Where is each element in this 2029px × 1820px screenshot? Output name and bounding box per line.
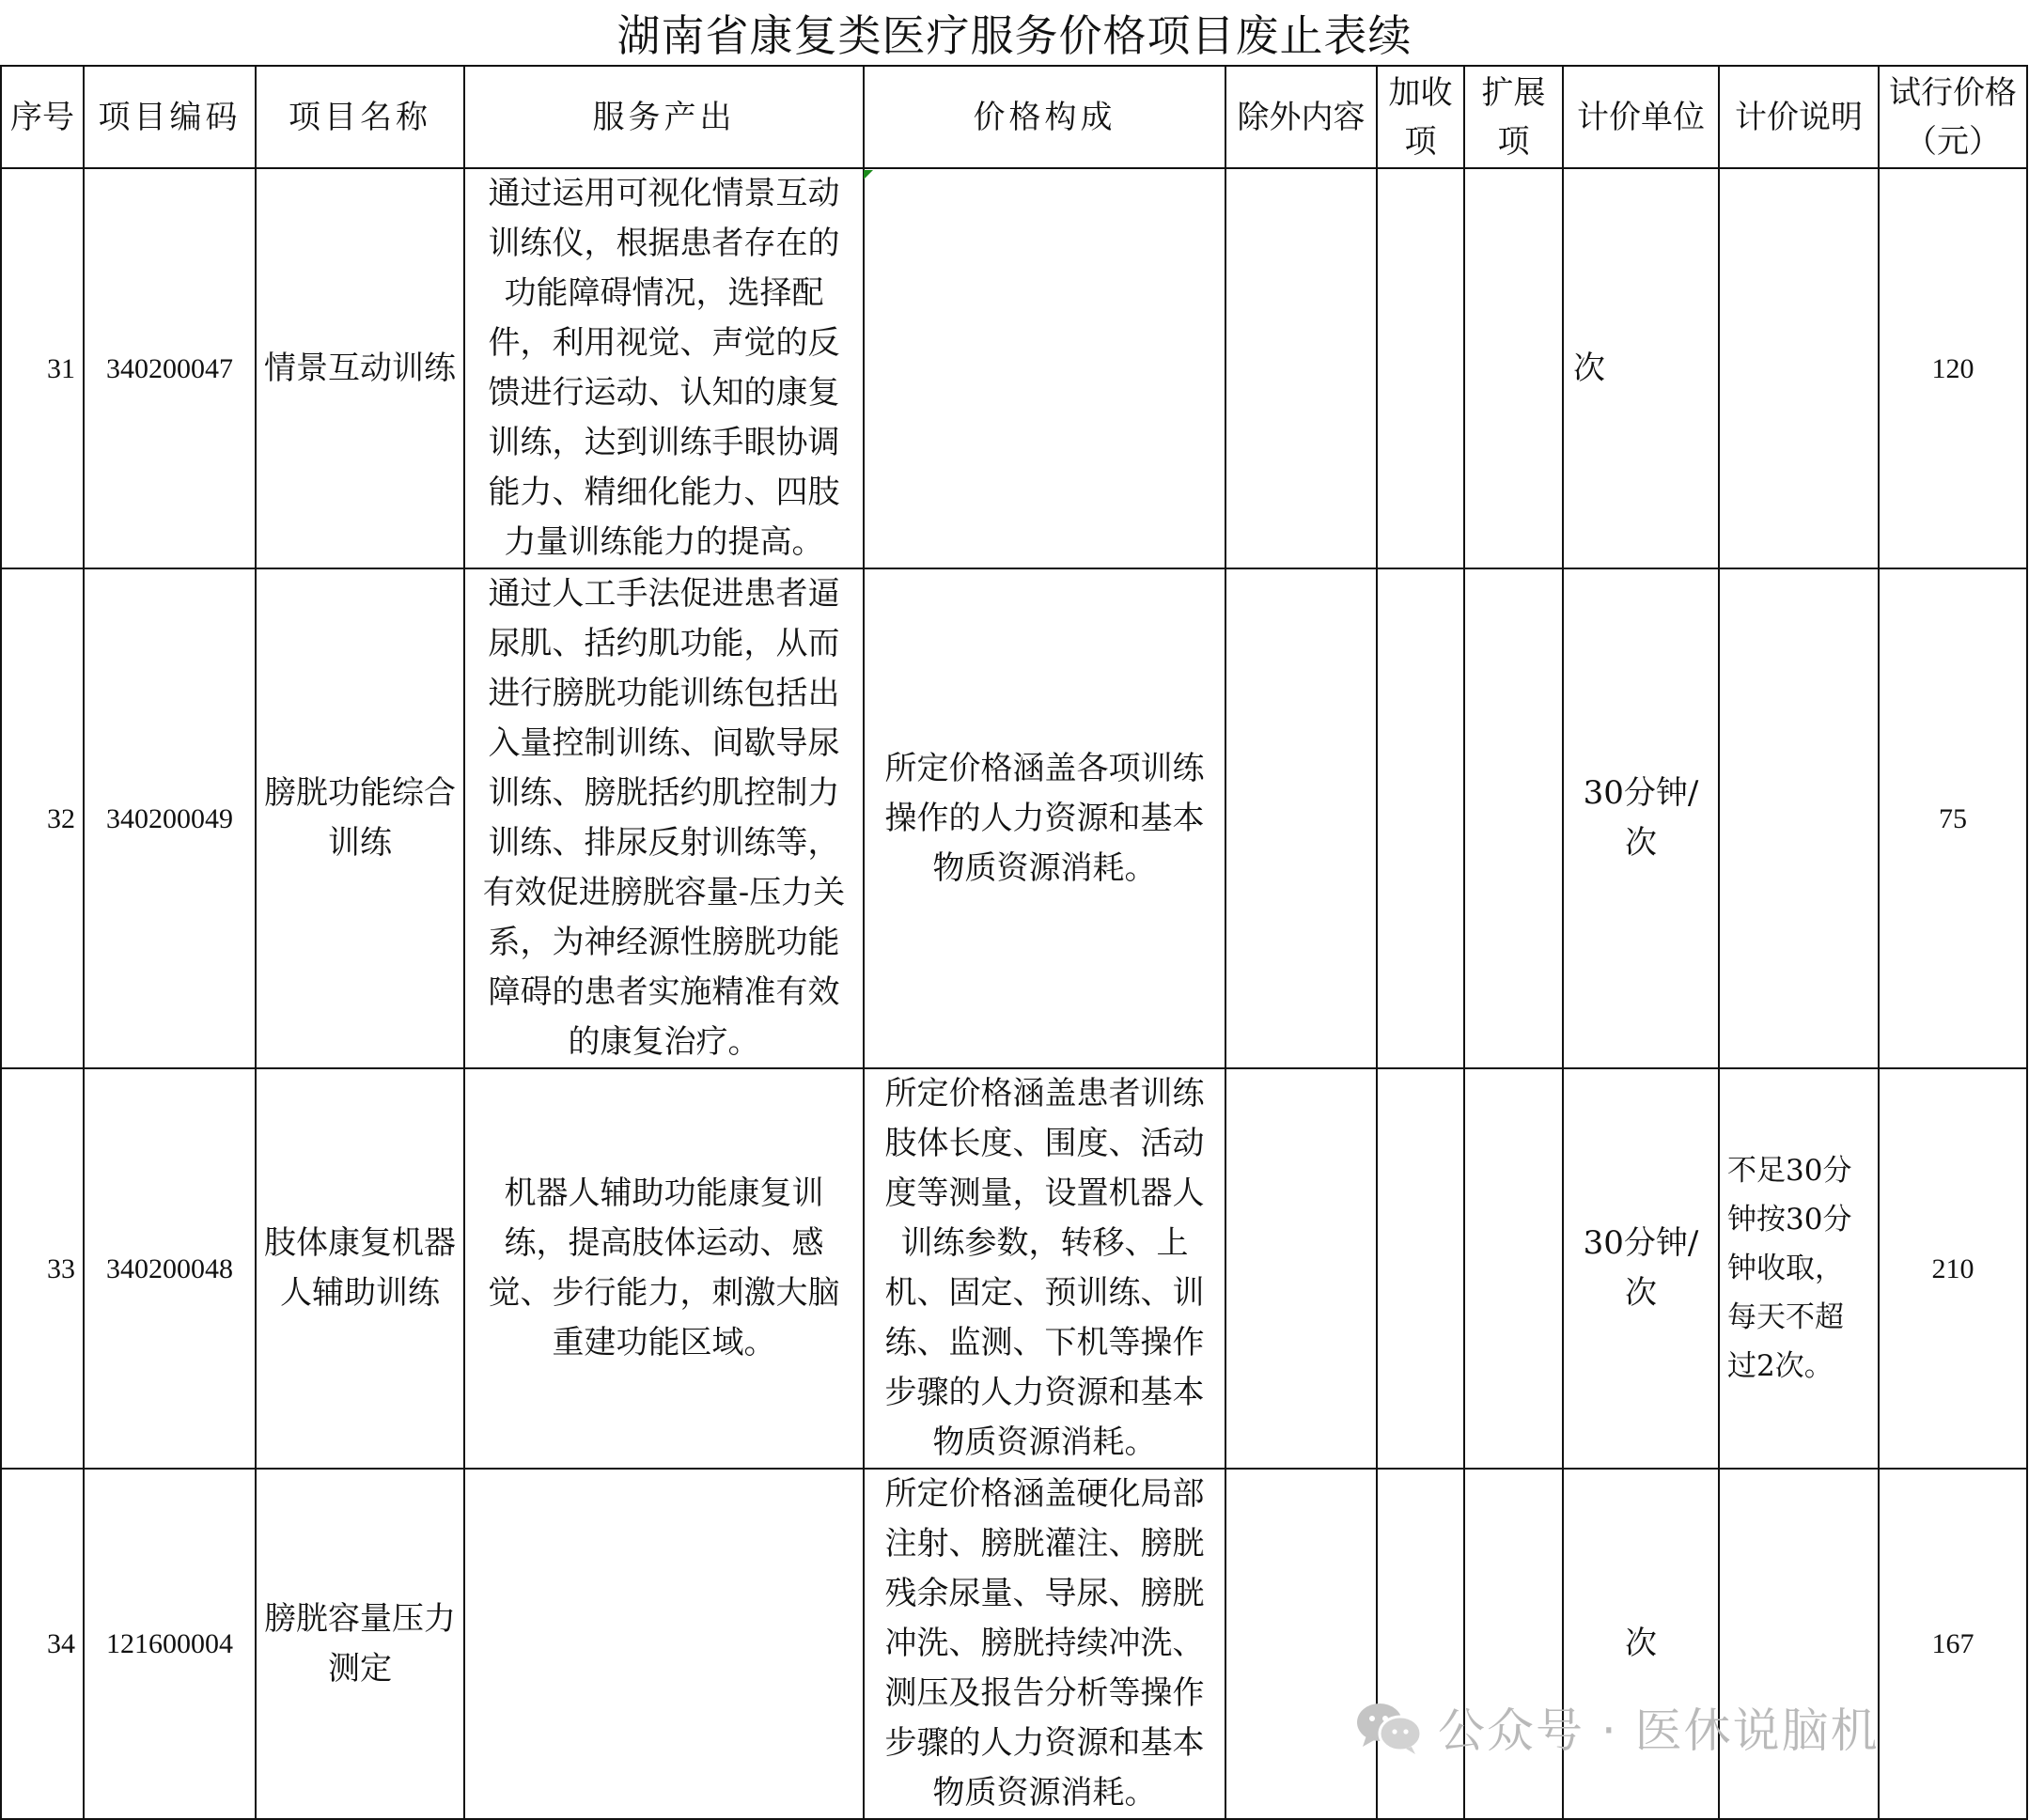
watermark xyxy=(1353,1699,1880,1758)
row-note xyxy=(1719,168,1879,568)
row-output: 通过运用可视化情景互动训练仪，根据患者存在的功能障碍情况，选择配件，利用视觉、声觉的反馈进行运动、认知的康复训练，达到训练手眼协调能力、精细化能力、四肢力量训练能力的提高。 xyxy=(464,168,864,568)
row-seq: 31 xyxy=(1,168,84,568)
row-price: 120 xyxy=(1879,168,2027,568)
row-composition xyxy=(864,168,1225,568)
row-extension xyxy=(1464,1068,1563,1469)
header-seq: 序号 xyxy=(1,66,84,168)
header-surcharge-line1: 加收 xyxy=(1388,73,1453,112)
row-composition: 所定价格涵盖硬化局部注射、膀胱灌注、膀胱残余尿量、导尿、膀胱冲洗、膀胱持续冲洗、测压及报告分析等操作步骤的人力资源和基本物质资源消耗。 xyxy=(864,1469,1225,1819)
page-title: 湖南省康复类医疗服务价格项目废止表续 xyxy=(617,10,1412,61)
header-exclusions: 除外内容 xyxy=(1225,66,1377,168)
header-extension-line2: 项 xyxy=(1497,122,1530,161)
cell-comment-marker xyxy=(864,170,873,179)
table-row xyxy=(1,1469,2027,1819)
row-surcharge xyxy=(1377,1469,1464,1819)
row-unit: 30分钟/次 xyxy=(1563,568,1719,1068)
row-composition: 所定价格涵盖各项训练操作的人力资源和基本物质资源消耗。 xyxy=(864,568,1225,1068)
row-note xyxy=(1719,1469,1879,1819)
row-output xyxy=(464,1469,864,1819)
row-note xyxy=(1719,568,1879,1068)
row-price: 210 xyxy=(1879,1068,2027,1469)
header-unit: 计价单位 xyxy=(1563,66,1719,168)
row-surcharge xyxy=(1377,568,1464,1068)
header-price xyxy=(1879,66,2027,168)
row-name: 膀胱容量压力测定 xyxy=(256,1469,464,1819)
row-name: 肢体康复机器人辅助训练 xyxy=(256,1068,464,1469)
row-code: 340200049 xyxy=(84,568,256,1068)
row-name: 情景互动训练 xyxy=(256,168,464,568)
table-row xyxy=(1,568,2027,1068)
row-unit: 次 xyxy=(1563,1469,1719,1819)
row-code: 340200047 xyxy=(84,168,256,568)
row-extension xyxy=(1464,568,1563,1068)
header-extension xyxy=(1464,66,1563,168)
header-composition: 价格构成 xyxy=(864,66,1225,168)
row-seq: 34 xyxy=(1,1469,84,1819)
header-extension-line1: 扩展 xyxy=(1481,73,1546,112)
header-surcharge-line2: 项 xyxy=(1404,122,1437,161)
row-exclusions xyxy=(1225,1469,1377,1819)
header-output: 服务产出 xyxy=(464,66,864,168)
header-pricing-note: 计价说明 xyxy=(1719,66,1879,168)
row-price: 167 xyxy=(1879,1469,2027,1819)
price-table xyxy=(0,65,2028,1820)
row-output: 机器人辅助功能康复训练，提高肢体运动、感觉、步行能力，刺激大脑重建功能区域。 xyxy=(464,1068,864,1469)
table-header-row xyxy=(1,66,2027,168)
table-row xyxy=(1,168,2027,568)
row-exclusions xyxy=(1225,1068,1377,1469)
row-seq: 33 xyxy=(1,1068,84,1469)
wechat-icon xyxy=(1353,1698,1425,1756)
row-surcharge xyxy=(1377,1068,1464,1469)
header-code: 项目编码 xyxy=(84,66,256,168)
header-surcharge xyxy=(1377,66,1464,168)
row-seq: 32 xyxy=(1,568,84,1068)
row-code: 121600004 xyxy=(84,1469,256,1819)
row-surcharge xyxy=(1377,168,1464,568)
header-price-line2: （元） xyxy=(1905,122,2001,161)
table-row xyxy=(1,1068,2027,1469)
row-output: 通过人工手法促进患者逼尿肌、括约肌功能，从而进行膀胱功能训练包括出入量控制训练、间歇导尿训练、膀胱括约肌控制力训练、排尿反射训练等，有效促进膀胱容量-压力关系，为神经源性膀胱功能障碍的患者实施精准有效的康复治疗。 xyxy=(464,568,864,1068)
row-exclusions xyxy=(1225,168,1377,568)
row-extension xyxy=(1464,1469,1563,1819)
row-extension xyxy=(1464,168,1563,568)
watermark-text: 公众号 · 医休说脑机 xyxy=(1438,1703,1880,1758)
row-unit: 次 xyxy=(1563,168,1719,568)
row-exclusions xyxy=(1225,568,1377,1068)
row-code: 340200048 xyxy=(84,1068,256,1469)
row-note: 不足30分钟按30分钟收取，每天不超过2次。 xyxy=(1719,1068,1879,1469)
row-price: 75 xyxy=(1879,568,2027,1068)
row-unit: 30分钟/次 xyxy=(1563,1068,1719,1469)
header-price-line1: 试行价格 xyxy=(1889,73,2017,112)
row-name: 膀胱功能综合训练 xyxy=(256,568,464,1068)
header-name: 项目名称 xyxy=(256,66,464,168)
row-composition: 所定价格涵盖患者训练肢体长度、围度、活动度等测量，设置机器人训练参数，转移、上机、固定、预训练、训练、监测、下机等操作步骤的人力资源和基本物质资源消耗。 xyxy=(864,1068,1225,1469)
